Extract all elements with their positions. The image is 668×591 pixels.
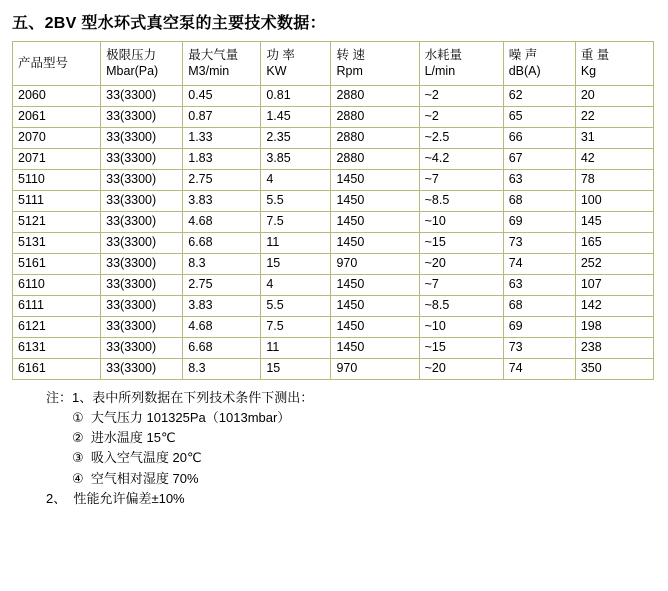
- table-row: [13, 149, 654, 170]
- cell-max-airflow: 3.83: [183, 191, 261, 212]
- cell-model: 6110: [13, 275, 101, 296]
- column-header-line2: M3/min: [188, 63, 230, 78]
- cell-model: 5131: [13, 233, 101, 254]
- cell-power: 5.5: [261, 296, 331, 317]
- column-header-water-consumption: [419, 42, 503, 86]
- cell-weight: 31: [575, 128, 653, 149]
- cell-noise: 73: [503, 233, 575, 254]
- cell-noise: 68: [503, 296, 575, 317]
- cell-water-consumption: ~7: [419, 275, 503, 296]
- cell-water-consumption: ~4.2: [419, 149, 503, 170]
- table-row: [13, 86, 654, 107]
- table-row: [13, 359, 654, 380]
- note-item-1: ① 大气压力 101325Pa（1013mbar）: [72, 410, 291, 426]
- cell-weight: 165: [575, 233, 653, 254]
- cell-ultimate-pressure: 33(3300): [101, 338, 183, 359]
- table-body: [13, 86, 654, 380]
- cell-noise: 68: [503, 191, 575, 212]
- column-header-line1: 产品型号: [18, 55, 69, 70]
- cell-power: 4: [261, 170, 331, 191]
- cell-ultimate-pressure: 33(3300): [101, 275, 183, 296]
- note-line-2: 2、 性能允许偏差±10%: [46, 490, 185, 506]
- cell-ultimate-pressure: 33(3300): [101, 149, 183, 170]
- cell-model: 2060: [13, 86, 101, 107]
- cell-max-airflow: 2.75: [183, 275, 261, 296]
- cell-water-consumption: ~15: [419, 233, 503, 254]
- cell-weight: 145: [575, 212, 653, 233]
- table-row: [13, 275, 654, 296]
- cell-power: 11: [261, 338, 331, 359]
- column-header-ultimate-pressure: [101, 42, 183, 86]
- cell-power: 2.35: [261, 128, 331, 149]
- table-header: [13, 42, 654, 86]
- table-header-row: [13, 42, 654, 86]
- cell-speed: 2880: [331, 149, 419, 170]
- cell-max-airflow: 1.33: [183, 128, 261, 149]
- table-row: [13, 317, 654, 338]
- cell-ultimate-pressure: 33(3300): [101, 233, 183, 254]
- cell-model: 6121: [13, 317, 101, 338]
- cell-weight: 107: [575, 275, 653, 296]
- cell-ultimate-pressure: 33(3300): [101, 128, 183, 149]
- cell-water-consumption: ~10: [419, 317, 503, 338]
- cell-speed: 1450: [331, 338, 419, 359]
- column-header-max-airflow: [183, 42, 261, 86]
- cell-noise: 63: [503, 170, 575, 191]
- cell-ultimate-pressure: 33(3300): [101, 107, 183, 128]
- cell-max-airflow: 6.68: [183, 338, 261, 359]
- cell-power: 11: [261, 233, 331, 254]
- cell-max-airflow: 4.68: [183, 212, 261, 233]
- cell-max-airflow: 1.83: [183, 149, 261, 170]
- column-header-line1: 重 量: [580, 47, 610, 62]
- column-header-line1: 噪 声: [508, 47, 538, 62]
- cell-speed: 2880: [331, 128, 419, 149]
- cell-ultimate-pressure: 33(3300): [101, 86, 183, 107]
- cell-speed: 1450: [331, 191, 419, 212]
- cell-model: 5121: [13, 212, 101, 233]
- cell-max-airflow: 6.68: [183, 233, 261, 254]
- cell-water-consumption: ~2: [419, 107, 503, 128]
- cell-water-consumption: ~8.5: [419, 191, 503, 212]
- column-header-noise: [503, 42, 575, 86]
- cell-water-consumption: ~2: [419, 86, 503, 107]
- cell-noise: 69: [503, 317, 575, 338]
- column-header-line2: dB(A): [508, 63, 541, 78]
- cell-weight: 350: [575, 359, 653, 380]
- cell-noise: 66: [503, 128, 575, 149]
- cell-max-airflow: 4.68: [183, 317, 261, 338]
- table-row: [13, 107, 654, 128]
- column-header-power: [261, 42, 331, 86]
- cell-ultimate-pressure: 33(3300): [101, 170, 183, 191]
- cell-weight: 142: [575, 296, 653, 317]
- column-header-model: [13, 42, 101, 86]
- notes-section: [0, 388, 668, 509]
- cell-noise: 69: [503, 212, 575, 233]
- cell-model: 5110: [13, 170, 101, 191]
- cell-speed: 1450: [331, 317, 419, 338]
- cell-power: 15: [261, 359, 331, 380]
- note-line-1: 注：1、表中所列数据在下列技术条件下测出：: [46, 390, 314, 405]
- cell-max-airflow: 0.45: [183, 86, 261, 107]
- cell-water-consumption: ~10: [419, 212, 503, 233]
- cell-power: 7.5: [261, 212, 331, 233]
- cell-speed: 2880: [331, 86, 419, 107]
- cell-max-airflow: 8.3: [183, 254, 261, 275]
- cell-power: 0.81: [261, 86, 331, 107]
- cell-speed: 1450: [331, 170, 419, 191]
- cell-noise: 74: [503, 254, 575, 275]
- column-header-line2: L/min: [424, 63, 456, 78]
- cell-model: 2071: [13, 149, 101, 170]
- cell-model: 5111: [13, 191, 101, 212]
- cell-weight: 238: [575, 338, 653, 359]
- cell-weight: 252: [575, 254, 653, 275]
- cell-power: 4: [261, 275, 331, 296]
- cell-noise: 73: [503, 338, 575, 359]
- cell-noise: 74: [503, 359, 575, 380]
- cell-speed: 970: [331, 254, 419, 275]
- cell-max-airflow: 0.87: [183, 107, 261, 128]
- cell-speed: 1450: [331, 296, 419, 317]
- column-header-line1: 转 速: [336, 47, 365, 62]
- cell-water-consumption: ~20: [419, 359, 503, 380]
- table-row: [13, 128, 654, 149]
- table-row: [13, 233, 654, 254]
- cell-water-consumption: ~8.5: [419, 296, 503, 317]
- cell-weight: 78: [575, 170, 653, 191]
- cell-noise: 67: [503, 149, 575, 170]
- cell-model: 2070: [13, 128, 101, 149]
- cell-weight: 100: [575, 191, 653, 212]
- table-row: [13, 296, 654, 317]
- cell-noise: 65: [503, 107, 575, 128]
- cell-noise: 63: [503, 275, 575, 296]
- cell-noise: 62: [503, 86, 575, 107]
- cell-ultimate-pressure: 33(3300): [101, 254, 183, 275]
- page-title: 五、2BV 型水环式真空泵的主要技术数据：: [12, 15, 326, 32]
- note-item-2: ② 进水温度 15℃: [72, 430, 176, 446]
- table-row: [13, 170, 654, 191]
- cell-ultimate-pressure: 33(3300): [101, 296, 183, 317]
- cell-power: 7.5: [261, 317, 331, 338]
- specifications-table: [12, 41, 654, 380]
- table-row: [13, 254, 654, 275]
- cell-ultimate-pressure: 33(3300): [101, 317, 183, 338]
- cell-power: 5.5: [261, 191, 331, 212]
- cell-weight: 42: [575, 149, 653, 170]
- column-header-line2: Mbar(Pa): [106, 63, 159, 78]
- cell-model: 6111: [13, 296, 101, 317]
- cell-water-consumption: ~7: [419, 170, 503, 191]
- note-item-3: ③ 吸入空气温度 20℃: [72, 450, 202, 466]
- cell-ultimate-pressure: 33(3300): [101, 191, 183, 212]
- cell-speed: 2880: [331, 107, 419, 128]
- table-row: [13, 212, 654, 233]
- document-page: [0, 10, 668, 591]
- cell-model: 5161: [13, 254, 101, 275]
- column-header-line1: 极限压力: [106, 47, 157, 62]
- column-header-line2: Rpm: [336, 63, 363, 78]
- cell-ultimate-pressure: 33(3300): [101, 359, 183, 380]
- cell-weight: 22: [575, 107, 653, 128]
- cell-power: 15: [261, 254, 331, 275]
- cell-model: 6161: [13, 359, 101, 380]
- column-header-line2: Kg: [580, 63, 597, 78]
- column-header-line1: 最大气量: [188, 47, 239, 62]
- cell-weight: 20: [575, 86, 653, 107]
- cell-water-consumption: ~2.5: [419, 128, 503, 149]
- column-header-speed: [331, 42, 419, 86]
- cell-max-airflow: 3.83: [183, 296, 261, 317]
- cell-weight: 198: [575, 317, 653, 338]
- note-item-4: ④ 空气相对湿度 70%: [72, 470, 199, 486]
- column-header-line1: 功 率: [266, 47, 295, 62]
- cell-speed: 1450: [331, 233, 419, 254]
- cell-water-consumption: ~20: [419, 254, 503, 275]
- column-header-line1: 水耗量: [424, 47, 463, 62]
- cell-ultimate-pressure: 33(3300): [101, 212, 183, 233]
- cell-model: 6131: [13, 338, 101, 359]
- cell-power: 1.45: [261, 107, 331, 128]
- cell-power: 3.85: [261, 149, 331, 170]
- cell-model: 2061: [13, 107, 101, 128]
- column-header-weight: [575, 42, 653, 86]
- cell-max-airflow: 8.3: [183, 359, 261, 380]
- cell-max-airflow: 2.75: [183, 170, 261, 191]
- cell-speed: 1450: [331, 275, 419, 296]
- cell-speed: 1450: [331, 212, 419, 233]
- column-header-line2: KW: [266, 63, 287, 78]
- cell-speed: 970: [331, 359, 419, 380]
- cell-water-consumption: ~15: [419, 338, 503, 359]
- table-row: [13, 338, 654, 359]
- table-row: [13, 191, 654, 212]
